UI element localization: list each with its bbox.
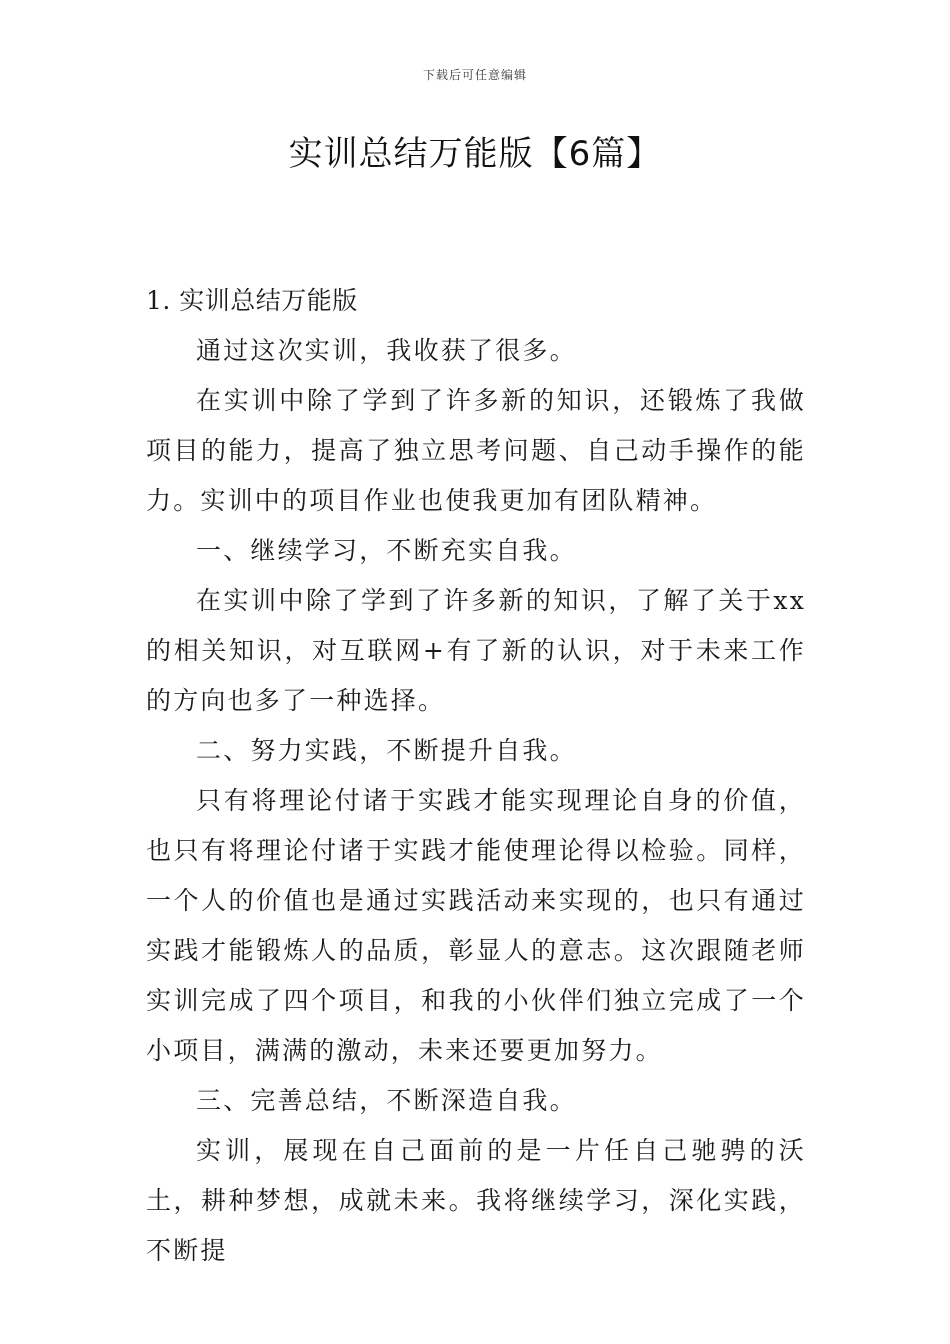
paragraph: 实训，展现在自己面前的是一片任自己驰骋的沃土，耕种梦想，成就未来。我将继续学习，深化实践，不断提 [146,1136,806,1265]
section-heading: 1. 实训总结万能版 [146,286,358,315]
subheading: 二、努力实践，不断提升自我。 [196,736,577,765]
paragraph: 在实训中除了学到了许多新的知识，还锻炼了我做项目的能力，提高了独立思考问题、自己动手操作的能力。实训中的项目作业也使我更加有团队精神。 [146,386,806,515]
document-body [146,276,806,1276]
subheading: 三、完善总结，不断深造自我。 [196,1086,577,1115]
document-title: 实训总结万能版【6篇】 [288,134,662,174]
paragraph: 只有将理论付诸于实践才能实现理论自身的价值，也只有将理论付诸于实践才能使理论得以检验。同样，一个人的价值也是通过实践活动来实现的，也只有通过实践才能锻炼人的品质，彰显人的意志。这次跟随老师实训完成了四个项目，和我的小伙伴们独立完成了一个小项目，满满的激动，未来还要更加努力。 [146,786,806,1065]
subheading: 一、继续学习，不断充实自我。 [196,536,577,565]
paragraph: 在实训中除了学到了许多新的知识，了解了关于xx的相关知识，对互联网+有了新的认识，对于未来工作的方向也多了一种选择。 [146,586,806,715]
paragraph: 通过这次实训，我收获了很多。 [196,336,577,365]
header-note: 下载后可任意编辑 [422,68,527,82]
